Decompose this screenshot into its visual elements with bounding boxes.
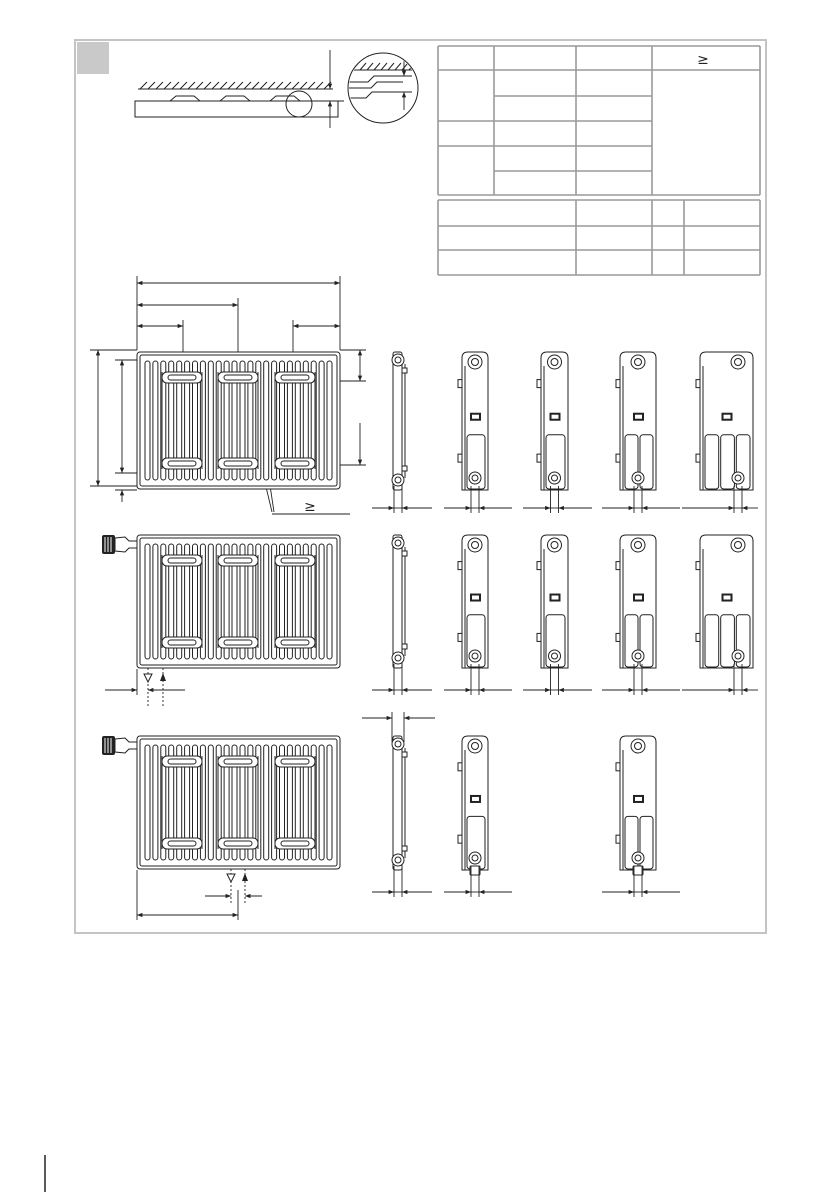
radiator-front-view-valve-bottom-left xyxy=(102,535,340,668)
bracket-tab xyxy=(537,454,541,462)
step-marker-square xyxy=(77,42,109,74)
bracket-tab xyxy=(696,380,700,388)
bottom-connection xyxy=(469,472,481,484)
bracket-tab xyxy=(616,562,620,570)
flow-in-arrow xyxy=(144,674,152,682)
side-panel xyxy=(393,736,402,870)
side-panel xyxy=(462,352,488,490)
hatch-stroke xyxy=(156,82,163,89)
flow-out-arrow xyxy=(242,873,248,881)
top-connection xyxy=(548,538,562,552)
bracket-tab xyxy=(458,454,462,462)
bottom-valve xyxy=(470,866,480,875)
hatch-stroke xyxy=(395,63,401,70)
bottom-connection xyxy=(469,650,481,662)
hatch-stroke xyxy=(367,63,373,70)
bracket-tab xyxy=(616,380,620,388)
magnified-detail xyxy=(345,53,422,123)
hatch-stroke xyxy=(402,63,408,70)
wall-hatching xyxy=(140,82,331,89)
bottom-connection xyxy=(632,472,644,484)
bracket-bump xyxy=(270,96,300,101)
bracket-tab xyxy=(696,562,700,570)
wall-bracket xyxy=(402,644,407,649)
hatch-stroke xyxy=(260,82,267,89)
bracket-tab xyxy=(458,763,462,771)
hatch-stroke xyxy=(316,82,323,89)
bracket-tab xyxy=(458,835,462,843)
side-panel xyxy=(462,736,488,870)
hatch-stroke xyxy=(388,63,394,70)
type-plate-label xyxy=(635,415,642,419)
type-plate-label xyxy=(472,415,479,419)
detail-callout-circle xyxy=(286,91,312,117)
hatch-stroke xyxy=(188,82,195,89)
hatch-stroke xyxy=(212,82,219,89)
top-connection xyxy=(731,355,745,369)
top-connection xyxy=(731,538,745,552)
side-views-row-1 xyxy=(372,352,758,513)
bracket-min-symbol: ≥ xyxy=(304,499,316,515)
hatch-stroke xyxy=(381,63,387,70)
table-header-min-symbol: ≥ xyxy=(697,52,709,68)
type-plate-label xyxy=(472,797,479,801)
hatch-stroke xyxy=(196,82,203,89)
top-connection xyxy=(392,354,404,366)
bottom-connection xyxy=(392,652,404,664)
top-connection xyxy=(548,355,562,369)
hatch-stroke xyxy=(308,82,315,89)
type-plate-label xyxy=(635,797,642,801)
type-plate-label xyxy=(724,415,731,419)
hatch-stroke xyxy=(252,82,259,89)
bracket-tab xyxy=(537,380,541,388)
top-connection xyxy=(468,538,482,552)
hatch-stroke xyxy=(220,82,227,89)
hatch-stroke xyxy=(148,82,155,89)
hatch-stroke xyxy=(172,82,179,89)
hatch-stroke xyxy=(236,82,243,89)
top-connection xyxy=(631,355,645,369)
bracket-tab xyxy=(458,562,462,570)
wall-bracket xyxy=(402,466,407,471)
bracket-tab xyxy=(458,380,462,388)
bottom-connection xyxy=(392,474,404,486)
bottom-connection xyxy=(632,852,644,864)
type-plate-label xyxy=(635,596,642,600)
hatch-stroke xyxy=(164,82,171,89)
top-connection xyxy=(392,537,404,549)
hatch-stroke xyxy=(276,82,283,89)
bottom-connection xyxy=(632,650,644,662)
wall-bracket xyxy=(402,551,407,556)
bracket-tab xyxy=(537,633,541,641)
radiator-top-profile xyxy=(135,101,338,117)
radiator-front-view-side-connection xyxy=(137,352,340,489)
flow-out-arrow xyxy=(160,673,166,681)
radiator-front-view-valve-bottom-center xyxy=(102,736,340,869)
hatch-stroke xyxy=(180,82,187,89)
bracket-tab xyxy=(696,633,700,641)
type-plate-label xyxy=(472,596,479,600)
top-connection xyxy=(392,738,404,750)
top-connection xyxy=(631,538,645,552)
bracket-tab xyxy=(696,454,700,462)
side-views-row-3 xyxy=(372,736,680,897)
hatch-stroke xyxy=(360,63,366,70)
bracket-tab xyxy=(616,835,620,843)
wall-bracket xyxy=(402,368,407,373)
side-views-row-2 xyxy=(372,535,758,695)
hatch-stroke xyxy=(300,82,307,89)
bottom-connection xyxy=(732,472,744,484)
hatch-stroke xyxy=(284,82,291,89)
detail-bracket-profile xyxy=(346,82,403,88)
bracket-tab xyxy=(616,454,620,462)
hatch-stroke xyxy=(292,82,299,89)
side-panel xyxy=(700,352,753,490)
hatch-stroke xyxy=(244,82,251,89)
detail-radiator-profile xyxy=(346,92,403,98)
wall-clearance-detail xyxy=(135,50,344,128)
top-connection xyxy=(468,739,482,753)
top-connection xyxy=(631,739,645,753)
top-connection xyxy=(468,355,482,369)
detail-bracket-profile xyxy=(346,76,403,82)
bottom-connection xyxy=(549,472,561,484)
hatch-stroke xyxy=(416,63,422,70)
dimension-table xyxy=(438,200,760,275)
side-panel xyxy=(393,535,402,668)
bracket-bump xyxy=(220,96,250,101)
hatch-stroke xyxy=(268,82,275,89)
type-plate-label xyxy=(552,596,559,600)
bracket-tab xyxy=(616,763,620,771)
type-plate-label xyxy=(724,596,731,600)
valve-body xyxy=(115,738,137,753)
wall-bracket xyxy=(402,846,407,851)
bracket-bump xyxy=(170,96,200,101)
bracket-tab xyxy=(616,633,620,641)
row2-dimensions xyxy=(105,668,185,706)
valve-body xyxy=(115,537,137,552)
bracket-tab xyxy=(537,562,541,570)
bottom-connection xyxy=(392,854,404,866)
bottom-connection xyxy=(549,650,561,662)
hatch-stroke xyxy=(204,82,211,89)
hatch-stroke xyxy=(374,63,380,70)
clearance-table xyxy=(438,46,760,195)
hatch-stroke xyxy=(140,82,147,89)
bottom-connection xyxy=(469,852,481,864)
bracket-tab xyxy=(458,633,462,641)
side-panel xyxy=(541,352,568,490)
bottom-valve xyxy=(633,866,643,875)
type-plate-label xyxy=(552,415,559,419)
hatch-stroke xyxy=(228,82,235,89)
wall-bracket xyxy=(402,752,407,757)
side-panel xyxy=(393,352,402,490)
hatch-stroke xyxy=(346,63,352,70)
bottom-connection xyxy=(732,650,744,662)
flow-in-arrow xyxy=(227,874,235,882)
